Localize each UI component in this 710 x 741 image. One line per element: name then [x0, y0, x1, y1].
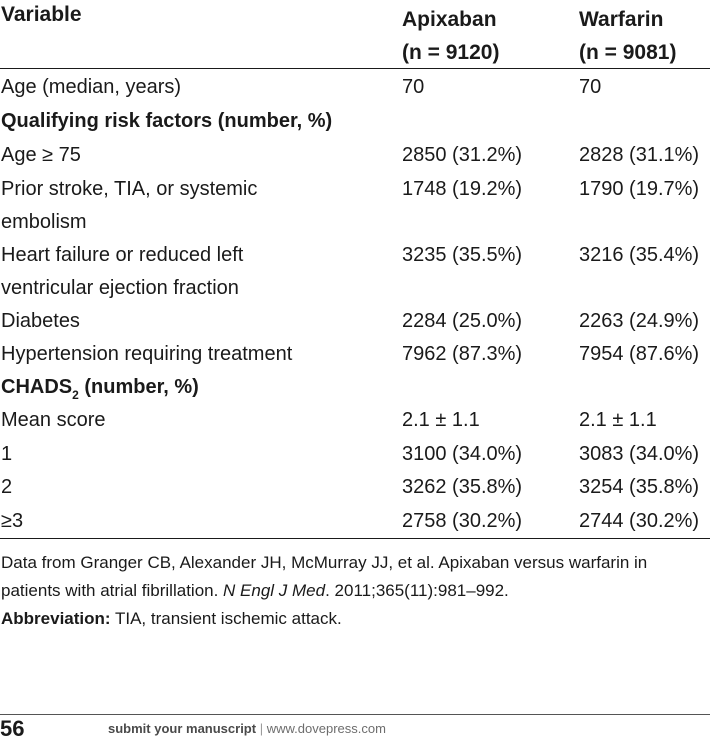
- citation-details: . 2011;365(11):981–992.: [325, 581, 509, 600]
- apixaban-value: 70: [402, 76, 425, 98]
- warfarin-value: 2828 (31.1%): [579, 144, 700, 166]
- row-label: [1, 239, 396, 305]
- abbreviation-note: [1, 605, 710, 633]
- apixaban-value: 2284 (25.0%): [402, 310, 523, 332]
- source-citation: [1, 549, 710, 605]
- apixaban-value: 7962 (87.3%): [402, 343, 523, 365]
- journal-name: N Engl J Med: [223, 581, 326, 600]
- warfarin-value: 2744 (30.2%): [579, 510, 700, 532]
- header-warfarin-n: (n = 9081): [579, 41, 677, 64]
- row-label: 1: [1, 443, 13, 465]
- section-label-subscript: 2: [72, 388, 79, 402]
- table-footnote: [1, 549, 710, 633]
- header-warfarin: [579, 3, 676, 69]
- warfarin-value: 3083 (34.0%): [579, 443, 700, 465]
- warfarin-value: 3254 (35.8%): [579, 476, 700, 498]
- warfarin-value: 1790 (19.7%): [579, 178, 700, 200]
- apixaban-value: 3100 (34.0%): [402, 443, 523, 465]
- warfarin-value: 2263 (24.9%): [579, 310, 700, 332]
- apixaban-value: 1748 (19.2%): [402, 178, 523, 200]
- apixaban-value: 2758 (30.2%): [402, 510, 523, 532]
- header-apixaban: [402, 3, 499, 69]
- warfarin-value: 2.1 ± 1.1: [579, 409, 657, 431]
- page-number: 56: [0, 716, 25, 741]
- citation-text: Data from Granger CB, Alexander JH, McMurray JJ, et al. Apixaban versus warfarin in patients with atrial fibrillation.: [1, 553, 648, 600]
- row-label: 2: [1, 476, 13, 498]
- section-label: Qualifying risk factors (number, %): [1, 110, 333, 132]
- section-label-rest: (number, %): [78, 376, 199, 398]
- row-label: Age (median, years): [1, 76, 182, 98]
- row-label: Hypertension requiring treatment: [1, 343, 293, 365]
- header-apixaban-name: Apixaban: [402, 8, 497, 31]
- header-variable: Variable: [1, 3, 82, 26]
- footer-separator: |: [259, 721, 264, 736]
- table-header: [0, 0, 710, 69]
- table-bottom-rule: [0, 538, 710, 539]
- footer-rule: [0, 714, 710, 715]
- row-label-line2: embolism: [1, 211, 87, 233]
- apixaban-value: 2850 (31.2%): [402, 144, 523, 166]
- row-label: [1, 173, 396, 239]
- dovepress-url-link[interactable]: www.dovepress.com: [266, 721, 386, 736]
- row-label: Mean score: [1, 409, 106, 431]
- header-warfarin-name: Warfarin: [579, 8, 664, 31]
- header-apixaban-n: (n = 9120): [402, 41, 500, 64]
- abbreviation-label: Abbreviation:: [1, 609, 111, 628]
- abbreviation-text: TIA, transient ischemic attack.: [110, 609, 342, 628]
- row-label: ≥3: [1, 510, 24, 532]
- row-label-line1: Heart failure or reduced left: [1, 244, 244, 266]
- submit-manuscript-link[interactable]: submit your manuscript: [108, 721, 257, 736]
- row-label: Age ≥ 75: [1, 144, 81, 166]
- warfarin-value: 70: [579, 76, 602, 98]
- apixaban-value: 3262 (35.8%): [402, 476, 523, 498]
- row-label: Diabetes: [1, 310, 80, 332]
- warfarin-value: 7954 (87.6%): [579, 343, 700, 365]
- footer-links: [108, 721, 386, 736]
- apixaban-value: 3235 (35.5%): [402, 244, 523, 266]
- apixaban-value: 2.1 ± 1.1: [402, 409, 480, 431]
- warfarin-value: 3216 (35.4%): [579, 244, 700, 266]
- section-label-main: CHADS: [1, 376, 73, 398]
- row-label-line1: Prior stroke, TIA, or systemic: [1, 178, 258, 200]
- row-label-line2: ventricular ejection fraction: [1, 277, 239, 299]
